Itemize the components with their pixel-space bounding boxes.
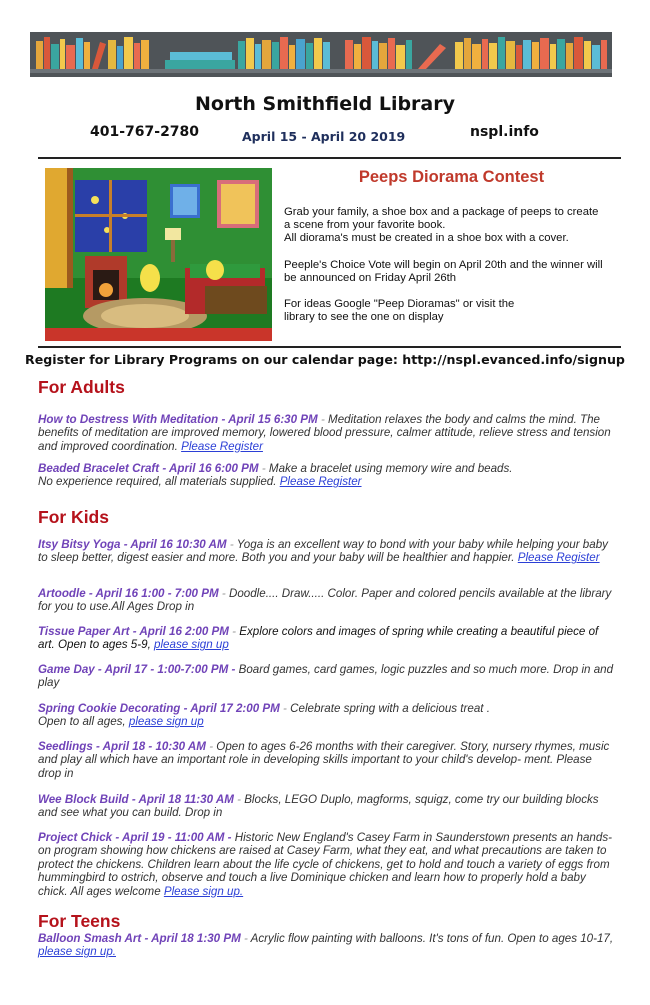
event-title: Seedlings - April 18 - 10:30 AM <box>38 740 206 753</box>
peeps-diorama-photo <box>45 168 272 341</box>
event-description: Make a bracelet using memory wire and beads. <box>268 462 513 475</box>
section-heading-teens: For Teens <box>38 911 121 931</box>
event-title: Beaded Bracelet Craft - April 16 6:00 PM <box>38 462 259 475</box>
event-title: How to Destress With Meditation - April 15 6:30 PM <box>38 413 318 426</box>
section-heading-kids: For Kids <box>38 507 109 527</box>
contest-title: Peeps Diorama Contest <box>358 168 545 186</box>
event-description: Celebrate spring with a delicious treat . <box>290 702 490 715</box>
event-description: Explore colors and images of spring while creating a beautiful piece of art. Open to ages 5-9, <box>38 625 599 652</box>
signup-link[interactable]: please sign up. <box>38 945 116 959</box>
contest-body <box>284 206 620 337</box>
event-wee-block: Wee Block Build - April 18 11:30 AM - Blocks, LEGO Duplo, magforms, squigz, come try our building blocks and see what you can build. Drop in <box>38 793 599 820</box>
register-note: Register for Library Programs on our calendar page: http://nspl.evanced.info/signup <box>25 352 625 367</box>
date-range: April 15 - April 20 2019 <box>242 129 406 144</box>
divider-middle <box>38 346 621 348</box>
event-title: Game Day - April 17 - 1:00-7:00 PM - <box>38 663 236 676</box>
bookshelf-illustration <box>30 32 612 77</box>
contact-row <box>0 124 650 146</box>
event-meditation: How to Destress With Meditation - April 15 6:30 PM - Meditation relaxes the body and calms the mind. The benefits of meditation are improved memory, lowered blood pressure, calmer attitude, relieve stress and tension and improved coordination. Please Register <box>38 413 611 453</box>
event-description: Historic New England's Casey Farm in Saunderstown presents an hands-on program showing how chickens are raised at Casey Farm, what they eat, and what precautions are taken to protect the chickens. Children learn about the life cycle of chickens, get to hold and touch a variety of eggs from hummingbird to ostrich, observe and touch a live Dominique chicken and learn how to properly hold a baby chick. All ages welcome <box>38 831 612 898</box>
register-link[interactable]: Please Register <box>279 475 362 489</box>
event-description: Acrylic flow painting with balloons. It's tons of fun. Open to ages 10-17, <box>250 932 614 945</box>
event-title: Tissue Paper Art - April 16 2:00 PM <box>38 625 229 638</box>
library-title: North Smithfield Library <box>194 93 456 115</box>
event-title: Wee Block Build - April 18 11:30 AM <box>38 793 234 806</box>
event-tissue-paper: Tissue Paper Art - April 16 2:00 PM - Explore colors and images of spring while creating a beautiful piece of art. Open to ages 5-9, please sign up <box>38 625 599 652</box>
phone-number: 401-767-2780 <box>90 124 200 140</box>
signup-link[interactable]: Please sign up. <box>163 884 244 898</box>
event-description: Yoga is an excellent way to bond with your baby while helping your baby to sleep better, digest easier and more. Both you and your baby will be healthier and happier. <box>38 538 608 565</box>
event-description: Doodle.... Draw..... Color. Paper and colored pencils available at the library for you to use.All Ages Drop in <box>38 587 612 614</box>
library-banner <box>30 32 612 77</box>
event-description: Meditation relaxes the body and calms the mind. The benefits of meditation are improved memory, lowered blood pressure, calmer attitude, relieve stress and tension and improved coordination. <box>38 413 611 453</box>
event-description: Blocks, LEGO Duplo, magforms, squigz, come try our building blocks and see what you can build. Drop in <box>38 793 599 820</box>
event-description: Open to ages 6-26 months with their caregiver. Story, nursery rhymes, music and play all which have an important role in developing skills important to your child's develop- ment. Please drop in <box>38 740 610 780</box>
website[interactable]: nspl.info <box>470 124 539 140</box>
signup-link[interactable]: please sign up <box>128 715 204 729</box>
diorama-illustration <box>45 168 272 341</box>
event-description: Board games, card games, logic puzzles and so much more. Drop in and play <box>38 663 614 690</box>
event-title: Artoodle - April 16 1:00 - 7:00 PM <box>38 587 219 600</box>
section-heading-adults: For Adults <box>38 377 125 397</box>
event-bracelet: Beaded Bracelet Craft - April 16 6:00 PM - Make a bracelet using memory wire and beads. No experience required, all materials supplied. Please Register <box>38 462 513 489</box>
contest-paragraph-2: Peeple's Choice Vote will begin on April 20th and the winner will be announced on Friday April 26th <box>284 258 603 284</box>
event-title: Spring Cookie Decorating - April 17 2:00 PM <box>38 702 280 715</box>
divider-top <box>38 157 621 159</box>
register-link[interactable]: Please Register <box>517 551 600 565</box>
event-balloon-smash: Balloon Smash Art - April 18 1:30 PM - Acrylic flow painting with balloons. It's tons of fun. Open to ages 10-17, please sign up. <box>38 932 614 959</box>
event-artoodle: Artoodle - April 16 1:00 - 7:00 PM - Doodle.... Draw..... Color. Paper and colored pencils available at the library for you to use.All Ages Drop in <box>38 587 612 614</box>
event-title: Balloon Smash Art - April 18 1:30 PM <box>38 932 241 945</box>
event-game-day <box>38 663 618 690</box>
event-yoga: Itsy Bitsy Yoga - April 16 10:30 AM - Yoga is an excellent way to bond with your baby while helping your baby to sleep better, digest easier and more. Both you and your baby will be healthier and happier. Please Register <box>38 538 608 565</box>
event-title: Itsy Bitsy Yoga - April 16 10:30 AM <box>38 538 227 551</box>
event-cookie: Spring Cookie Decorating - April 17 2:00 PM - Celebrate spring with a delicious treat . Open to all ages, please sign up <box>38 702 490 729</box>
register-link[interactable]: Please Register <box>181 439 263 453</box>
contest-paragraph-3: For ideas Google "Peep Dioramas" or visit the library to see the one on display <box>284 298 515 324</box>
event-title: Project Chick - April 19 - 11:00 AM - <box>38 831 232 844</box>
event-seedlings: Seedlings - April 18 - 10:30 AM - Open to ages 6-26 months with their caregiver. Story, nursery rhymes, music and play all which have an important role in developing skills important to your child's develop- ment. Please drop in <box>38 740 610 780</box>
contest-paragraph-1: Grab your family, a shoe box and a package of peeps to create a scene from your favorite book. All diorama's must be created in a shoe box with a cover. <box>284 206 599 245</box>
event-project-chick <box>38 831 618 898</box>
signup-link[interactable]: please sign up <box>154 638 229 652</box>
